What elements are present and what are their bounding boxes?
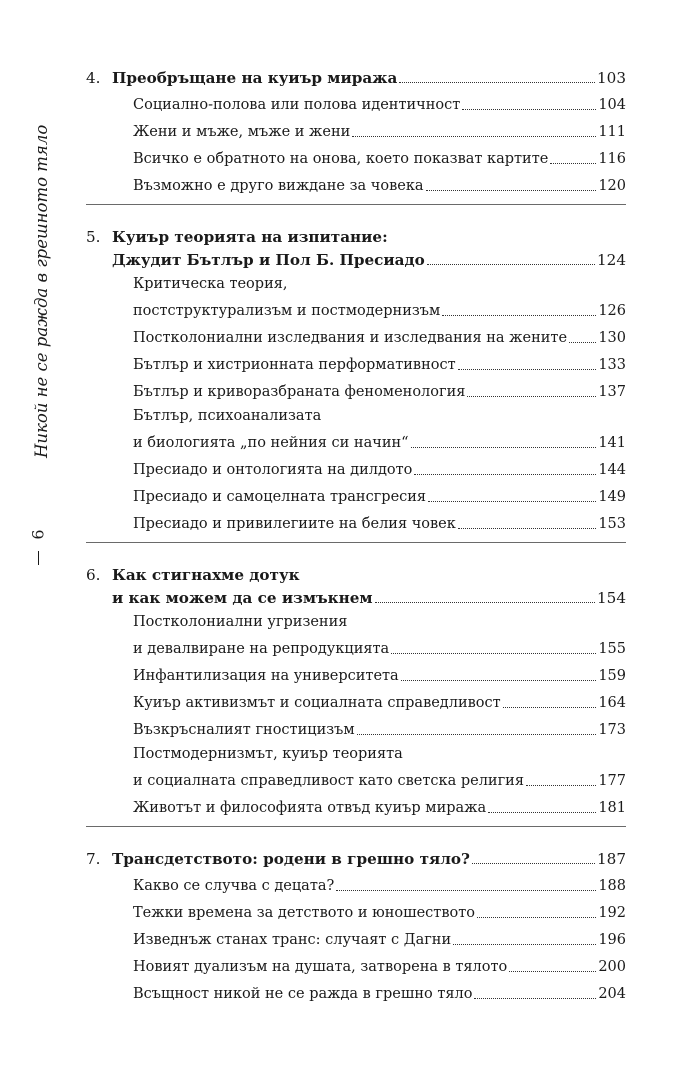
toc-entry [133, 608, 626, 659]
section-title: Възкръсналият гностицизъм [133, 722, 355, 738]
section-title-line [133, 375, 626, 402]
section-title-line [133, 923, 626, 950]
section-title-line [133, 270, 626, 294]
page-number-divider [38, 551, 39, 565]
section-list [86, 88, 626, 196]
toc-chapter [86, 826, 626, 1012]
section-title-line [133, 869, 626, 896]
section-title: Бътлър и криворазбраната феноменология [133, 384, 466, 400]
section-title: Новият дуализъм на душата, затворена в тялото [133, 959, 508, 975]
section-page-number: 116 [598, 151, 626, 167]
section-title: Тежки времена за детството и юношеството [133, 905, 475, 921]
section-title-line [133, 507, 626, 534]
dot-leader [472, 863, 595, 864]
section-page-number: 196 [598, 932, 626, 948]
dot-leader [442, 315, 596, 316]
section-page-number: 159 [598, 668, 626, 684]
chapter-number: 5. [86, 228, 101, 246]
section-title: Пресиадо и самоцелната трансгресия [133, 489, 427, 505]
toc-chapter [86, 60, 626, 204]
chapter-title: и как можем да се измъкнем [112, 589, 373, 607]
section-page-number: 133 [598, 357, 626, 373]
section-title: Всичко е обратното на онова, което показват картите [133, 151, 549, 167]
dot-leader [426, 190, 597, 191]
section-page-number: 200 [598, 959, 626, 975]
chapter-title: Преобръщане на куиър миража [112, 69, 398, 87]
section-title: Бътлър, психоанализата [133, 408, 322, 424]
dot-leader [399, 82, 595, 83]
section-title: Възможно е друго виждане за човека [133, 178, 424, 194]
section-title-line [133, 142, 626, 169]
section-title-line [133, 740, 626, 764]
chapter-page-number: 187 [597, 850, 626, 868]
dot-leader [401, 680, 597, 681]
toc-entry [133, 402, 626, 453]
toc-entry [133, 270, 626, 321]
section-page-number: 130 [598, 330, 626, 346]
chapter-title-line [86, 247, 626, 270]
section-page-number: 111 [598, 124, 626, 140]
section-title-line [133, 764, 626, 791]
toc-entry [133, 142, 626, 169]
section-page-number: 164 [598, 695, 626, 711]
section-title-line [133, 321, 626, 348]
toc-chapter [86, 542, 626, 826]
section-page-number: 204 [598, 986, 626, 1002]
toc-entry [133, 453, 626, 480]
section-title: Животът и философията отвъд куиър миража [133, 800, 487, 816]
section-title: Куиър активизмът и социалната справедливост [133, 695, 501, 711]
chapter-title-line [86, 557, 626, 585]
section-title-line [133, 169, 626, 196]
dot-leader [428, 501, 596, 502]
dot-leader [414, 474, 596, 475]
section-title: Инфантилизация на университета [133, 668, 399, 684]
dot-leader [550, 163, 596, 164]
section-page-number: 153 [598, 516, 626, 532]
section-page-number: 126 [598, 303, 626, 319]
section-page-number: 177 [598, 773, 626, 789]
chapter-page-number: 124 [597, 251, 626, 269]
section-title: Жени и мъже, мъже и жени [133, 124, 351, 140]
running-title: Никой не се ражда в грешното тяло [32, 124, 51, 458]
dot-leader [488, 812, 596, 813]
section-title-line [133, 632, 626, 659]
section-title-line [133, 348, 626, 375]
chapter-title: Как стигнахме дотук [112, 566, 300, 584]
dot-leader [474, 998, 596, 999]
section-title: Бътлър и хистрионната перформативност [133, 357, 456, 373]
dot-leader [462, 109, 596, 110]
dot-leader [458, 528, 596, 529]
section-page-number: 188 [598, 878, 626, 894]
section-list [86, 270, 626, 534]
section-title: постструктурализъм и постмодернизъм [133, 303, 441, 319]
chapter-number: 7. [86, 850, 101, 868]
section-title-line [133, 896, 626, 923]
section-title-line [133, 88, 626, 115]
toc-entry [133, 321, 626, 348]
toc-entry [133, 977, 626, 1004]
section-list [86, 608, 626, 818]
dot-leader [569, 342, 596, 343]
toc-entry [133, 348, 626, 375]
section-title: Постколониални угризения [133, 614, 348, 630]
toc-entry [133, 896, 626, 923]
toc-entry [133, 480, 626, 507]
section-title-line [133, 402, 626, 426]
toc-entry [133, 791, 626, 818]
toc-entry [133, 507, 626, 534]
chapter-page-number: 103 [597, 69, 626, 87]
chapter-title-line [86, 60, 626, 88]
dot-leader [375, 602, 595, 603]
toc-chapter [86, 204, 626, 542]
dot-leader [477, 917, 596, 918]
dot-leader [391, 653, 596, 654]
section-list [86, 869, 626, 1004]
chapter-title-line [86, 585, 626, 608]
section-title-line [133, 115, 626, 142]
dot-leader [509, 971, 596, 972]
dot-leader [352, 136, 596, 137]
section-page-number: 137 [598, 384, 626, 400]
section-page-number: 141 [598, 435, 626, 451]
toc-entry [133, 686, 626, 713]
section-title-line [133, 686, 626, 713]
page-number-value: 6 [28, 529, 48, 540]
section-title: Критическа теория, [133, 276, 288, 292]
chapter-title-line [86, 219, 626, 247]
dot-leader [336, 890, 596, 891]
chapter-number: 4. [86, 69, 101, 87]
section-title: Постмодернизмът, куиър теорията [133, 746, 403, 762]
chapter-title-line [86, 841, 626, 869]
chapter-number: 6. [86, 566, 101, 584]
section-title: Социално-полова или полова идентичност [133, 97, 461, 113]
chapter-title: Трансдетството: родени в грешно тяло? [112, 850, 470, 868]
toc-entry [133, 169, 626, 196]
dot-leader [453, 944, 596, 945]
toc-entry [133, 950, 626, 977]
section-title-line [133, 426, 626, 453]
toc-entry [133, 115, 626, 142]
toc-entry [133, 869, 626, 896]
section-title-line [133, 480, 626, 507]
dot-leader [427, 264, 595, 265]
toc-entry [133, 88, 626, 115]
section-title-line [133, 791, 626, 818]
section-page-number: 149 [598, 489, 626, 505]
section-title-line [133, 659, 626, 686]
section-title-line [133, 713, 626, 740]
toc-entry [133, 740, 626, 791]
section-title: Пресиадо и онтологията на дилдото [133, 462, 413, 478]
dot-leader [458, 369, 597, 370]
section-title: Постколониални изследвания и изследвания на жените [133, 330, 568, 346]
toc-entry [133, 375, 626, 402]
chapter-title: Джудит Бътлър и Пол Б. Пресиадо [112, 251, 425, 269]
running-header [20, 0, 60, 1075]
section-title-line [133, 950, 626, 977]
dot-leader [503, 707, 597, 708]
section-title: и биологията „по нейния си начин“ [133, 435, 409, 451]
section-title: и социалната справедливост като светска религия [133, 773, 524, 789]
section-title-line [133, 977, 626, 1004]
section-title-line [133, 294, 626, 321]
page-number [26, 525, 50, 544]
table-of-contents [86, 60, 626, 1012]
section-title: Изведнъж станах транс: случаят с Дагни [133, 932, 452, 948]
section-page-number: 173 [598, 722, 626, 738]
section-page-number: 155 [598, 641, 626, 657]
dot-leader [411, 447, 597, 448]
section-title-line [133, 608, 626, 632]
chapter-title: Куиър теорията на изпитание: [112, 228, 388, 246]
section-page-number: 144 [598, 462, 626, 478]
section-title: и девалвиране на репродукцията [133, 641, 390, 657]
section-title: Пресиадо и привилегиите на белия човек [133, 516, 456, 532]
section-page-number: 104 [598, 97, 626, 113]
section-page-number: 192 [598, 905, 626, 921]
toc-entry [133, 713, 626, 740]
chapter-page-number: 154 [597, 589, 626, 607]
section-title: Какво се случва с децата? [133, 878, 335, 894]
dot-leader [526, 785, 596, 786]
toc-entry [133, 659, 626, 686]
dot-leader [357, 734, 597, 735]
section-title: Всъщност никой не се ражда в грешно тяло [133, 986, 473, 1002]
section-page-number: 120 [598, 178, 626, 194]
section-page-number: 181 [598, 800, 626, 816]
toc-entry [133, 923, 626, 950]
section-title-line [133, 453, 626, 480]
dot-leader [467, 396, 596, 397]
